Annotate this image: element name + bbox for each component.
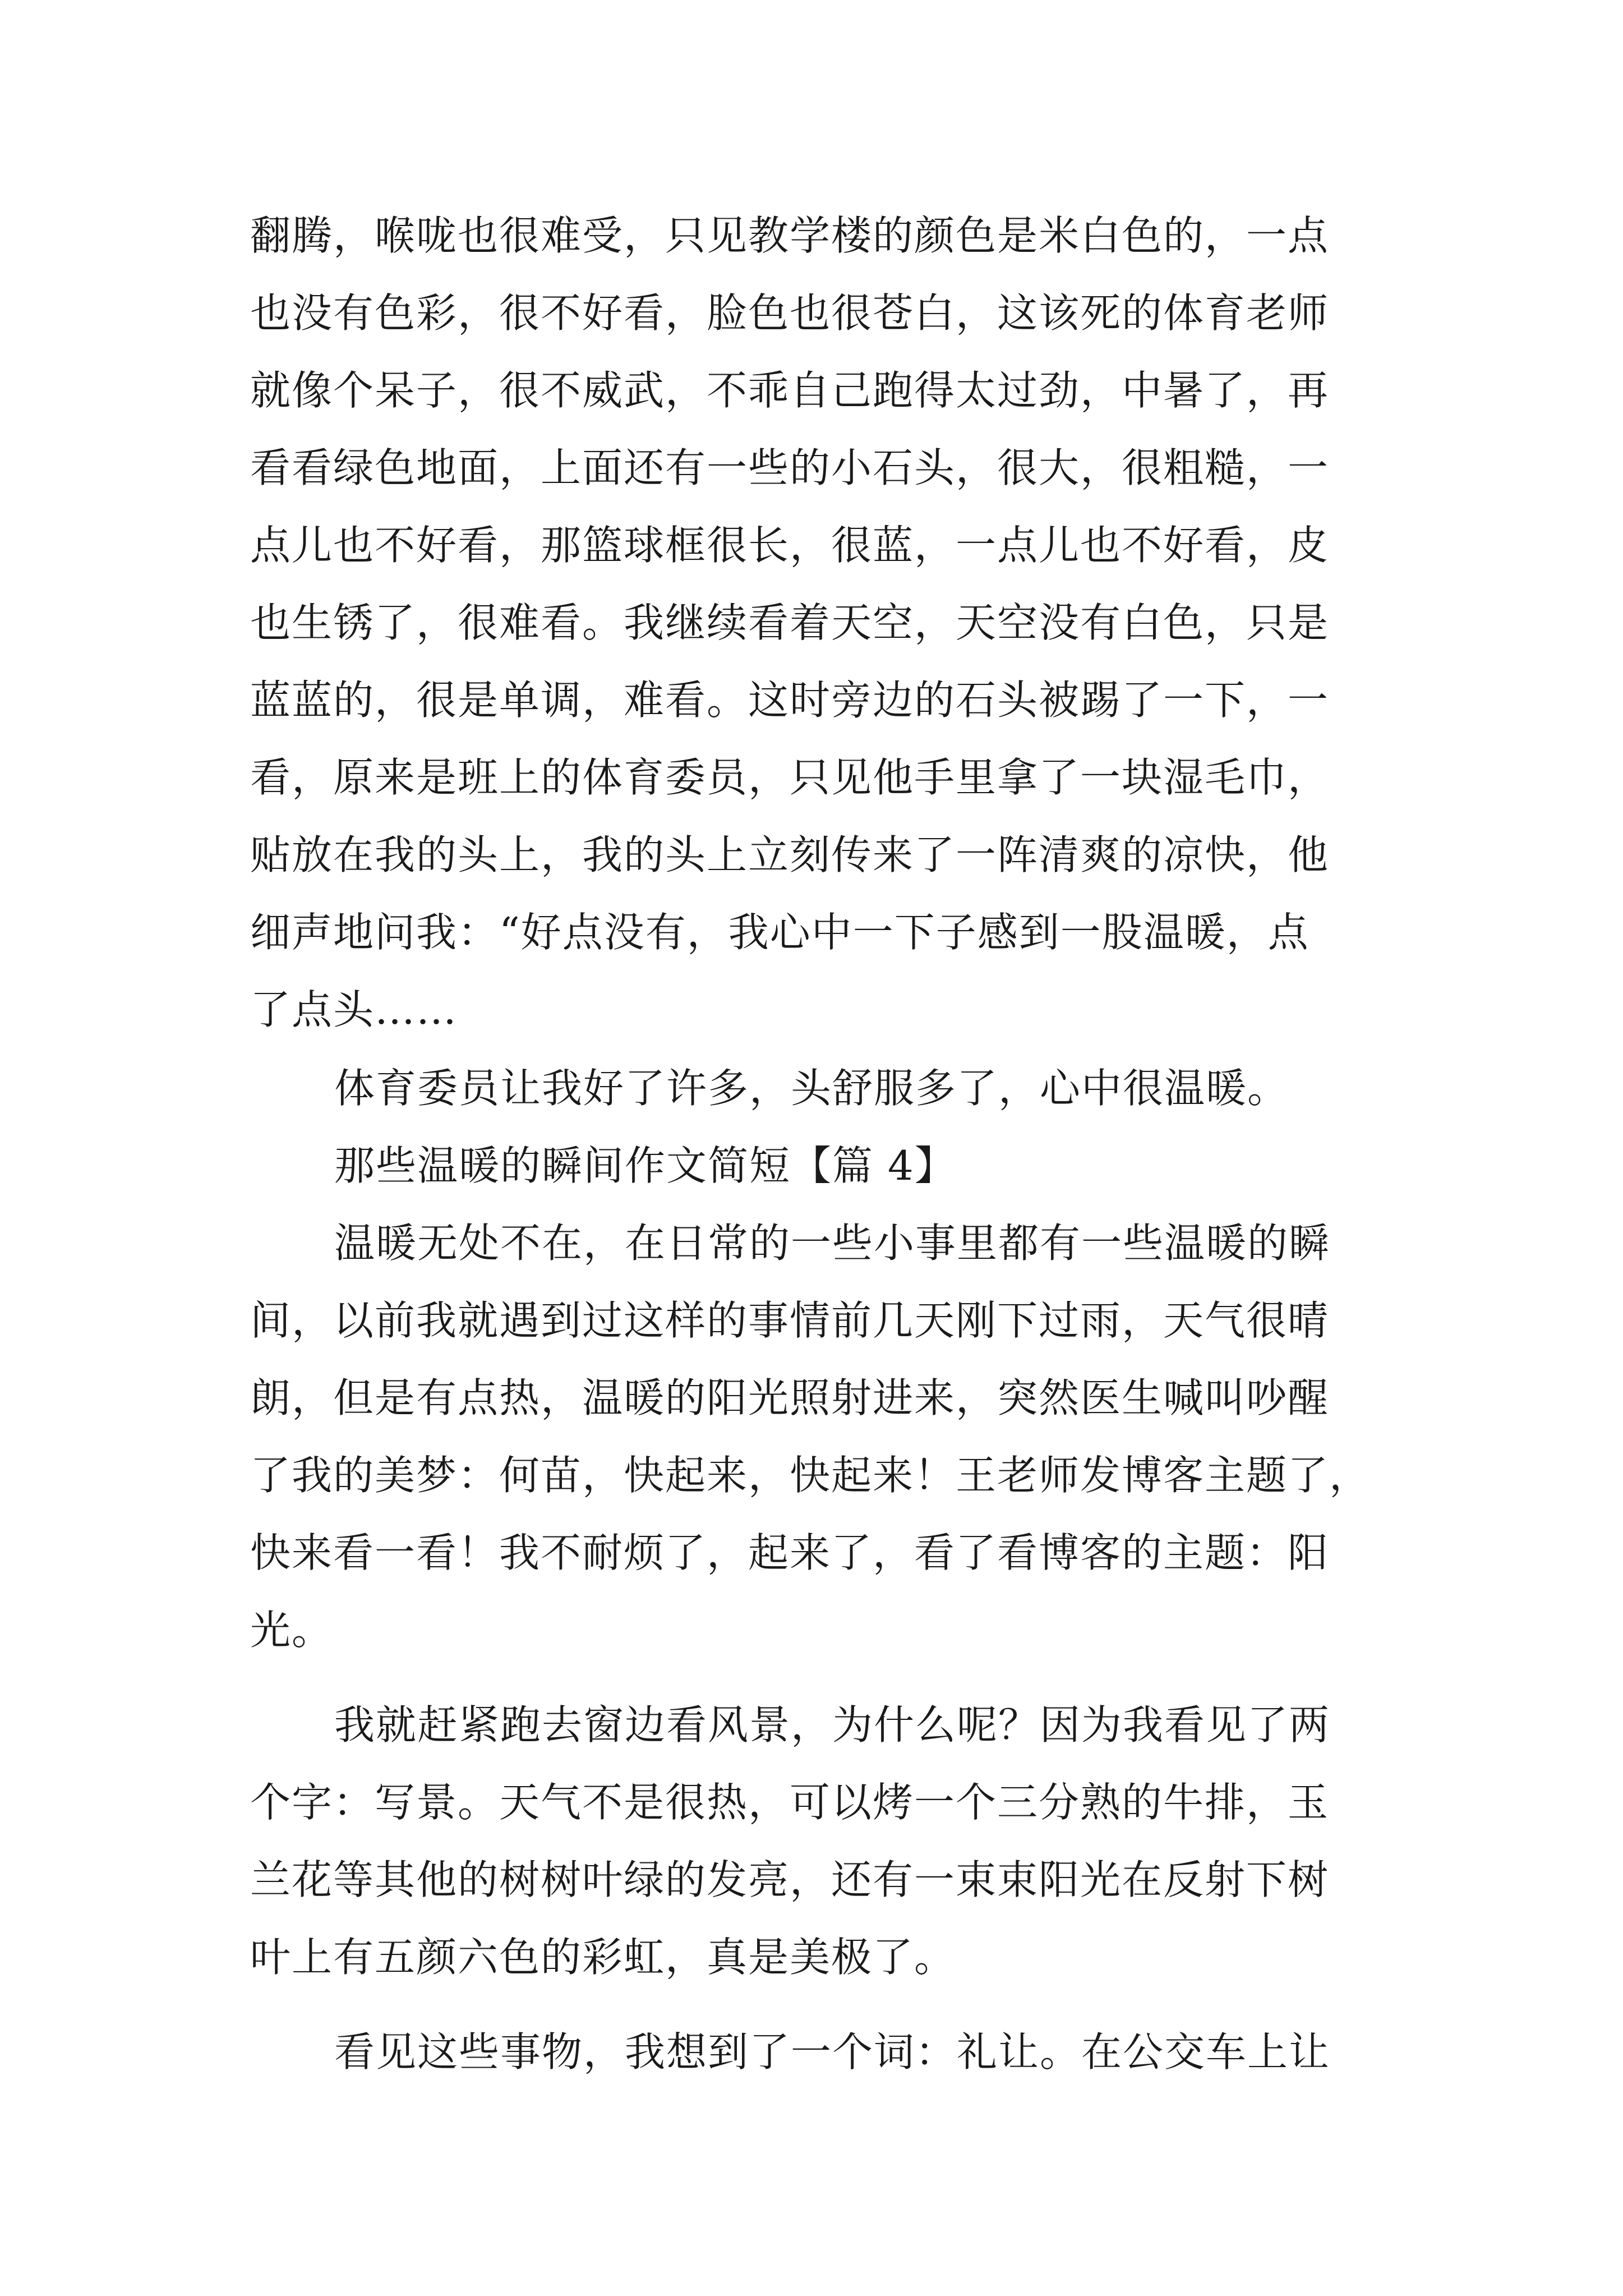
- text-line: 贴放在我的头上，我的头上立刻传来了一阵清爽的凉快，他: [250, 831, 1330, 878]
- paragraph-start: 温暖无处不在，在日常的一些小事里都有一些温暖的瞬: [334, 1220, 1331, 1267]
- text-line: 看，原来是班上的体育委员，只见他手里拿了一块湿毛巾，: [250, 754, 1330, 801]
- text-line: 了点头……: [250, 986, 458, 1033]
- text-line: 朗，但是有点热，温暖的阳光照射进来，突然医生喊叫吵醒: [250, 1374, 1330, 1421]
- text-line: 快来看一看！我不耐烦了，起来了，看了看博客的主题：阳: [250, 1529, 1330, 1576]
- text-line: 看看绿色地面，上面还有一些的小石头，很大，很粗糙，一: [250, 444, 1330, 491]
- paragraph-start: 我就赶紧跑去窗边看风景，为什么呢？因为我看见了两: [334, 1701, 1331, 1749]
- paragraph-start: 体育委员让我好了许多，头舒服多了，心中很温暖。: [334, 1065, 1289, 1112]
- text-line: 翻腾，喉咙也很难受，只见教学楼的颜色是米白色的，一点: [250, 212, 1330, 259]
- text-line: 叶上有五颜六色的彩虹，真是美极了。: [250, 1934, 956, 1981]
- text-line: 间，以前我就遇到过这样的事情前几天刚下过雨，天气很晴: [250, 1297, 1330, 1344]
- text-line: 个字：写景。天气不是很热，可以烤一个三分熟的牛排，玉: [250, 1779, 1330, 1826]
- text-line: 也没有色彩，很不好看，脸色也很苍白，这该死的体育老师: [250, 289, 1330, 337]
- text-line: 兰花等其他的树树叶绿的发亮，还有一束束阳光在反射下树: [250, 1856, 1330, 1903]
- text-line: 了我的美梦：何苗，快起来，快起来！王老师发博客主题了，: [250, 1452, 1371, 1499]
- text-line: 点儿也不好看，那篮球框很长，很蓝，一点儿也不好看，皮: [250, 522, 1330, 569]
- paragraph-start: 看见这些事物，我想到了一个词：礼让。在公交车上让: [334, 2028, 1331, 2076]
- text-line: 就像个呆子，很不威武，不乖自己跑得太过劲，中暑了，再: [250, 367, 1330, 414]
- text-line: 光。: [250, 1607, 334, 1654]
- text-line: 也生锈了，很难看。我继续看着天空，天空没有白色，只是: [250, 599, 1330, 646]
- text-line: 细声地问我：“好点没有，我心中一下子感到一股温暖，点: [250, 909, 1310, 956]
- section-heading: 那些温暖的瞬间作文简短【篇 4】: [334, 1142, 956, 1189]
- text-line: 蓝蓝的，很是单调，难看。这时旁边的石头被踢了一下，一: [250, 677, 1330, 724]
